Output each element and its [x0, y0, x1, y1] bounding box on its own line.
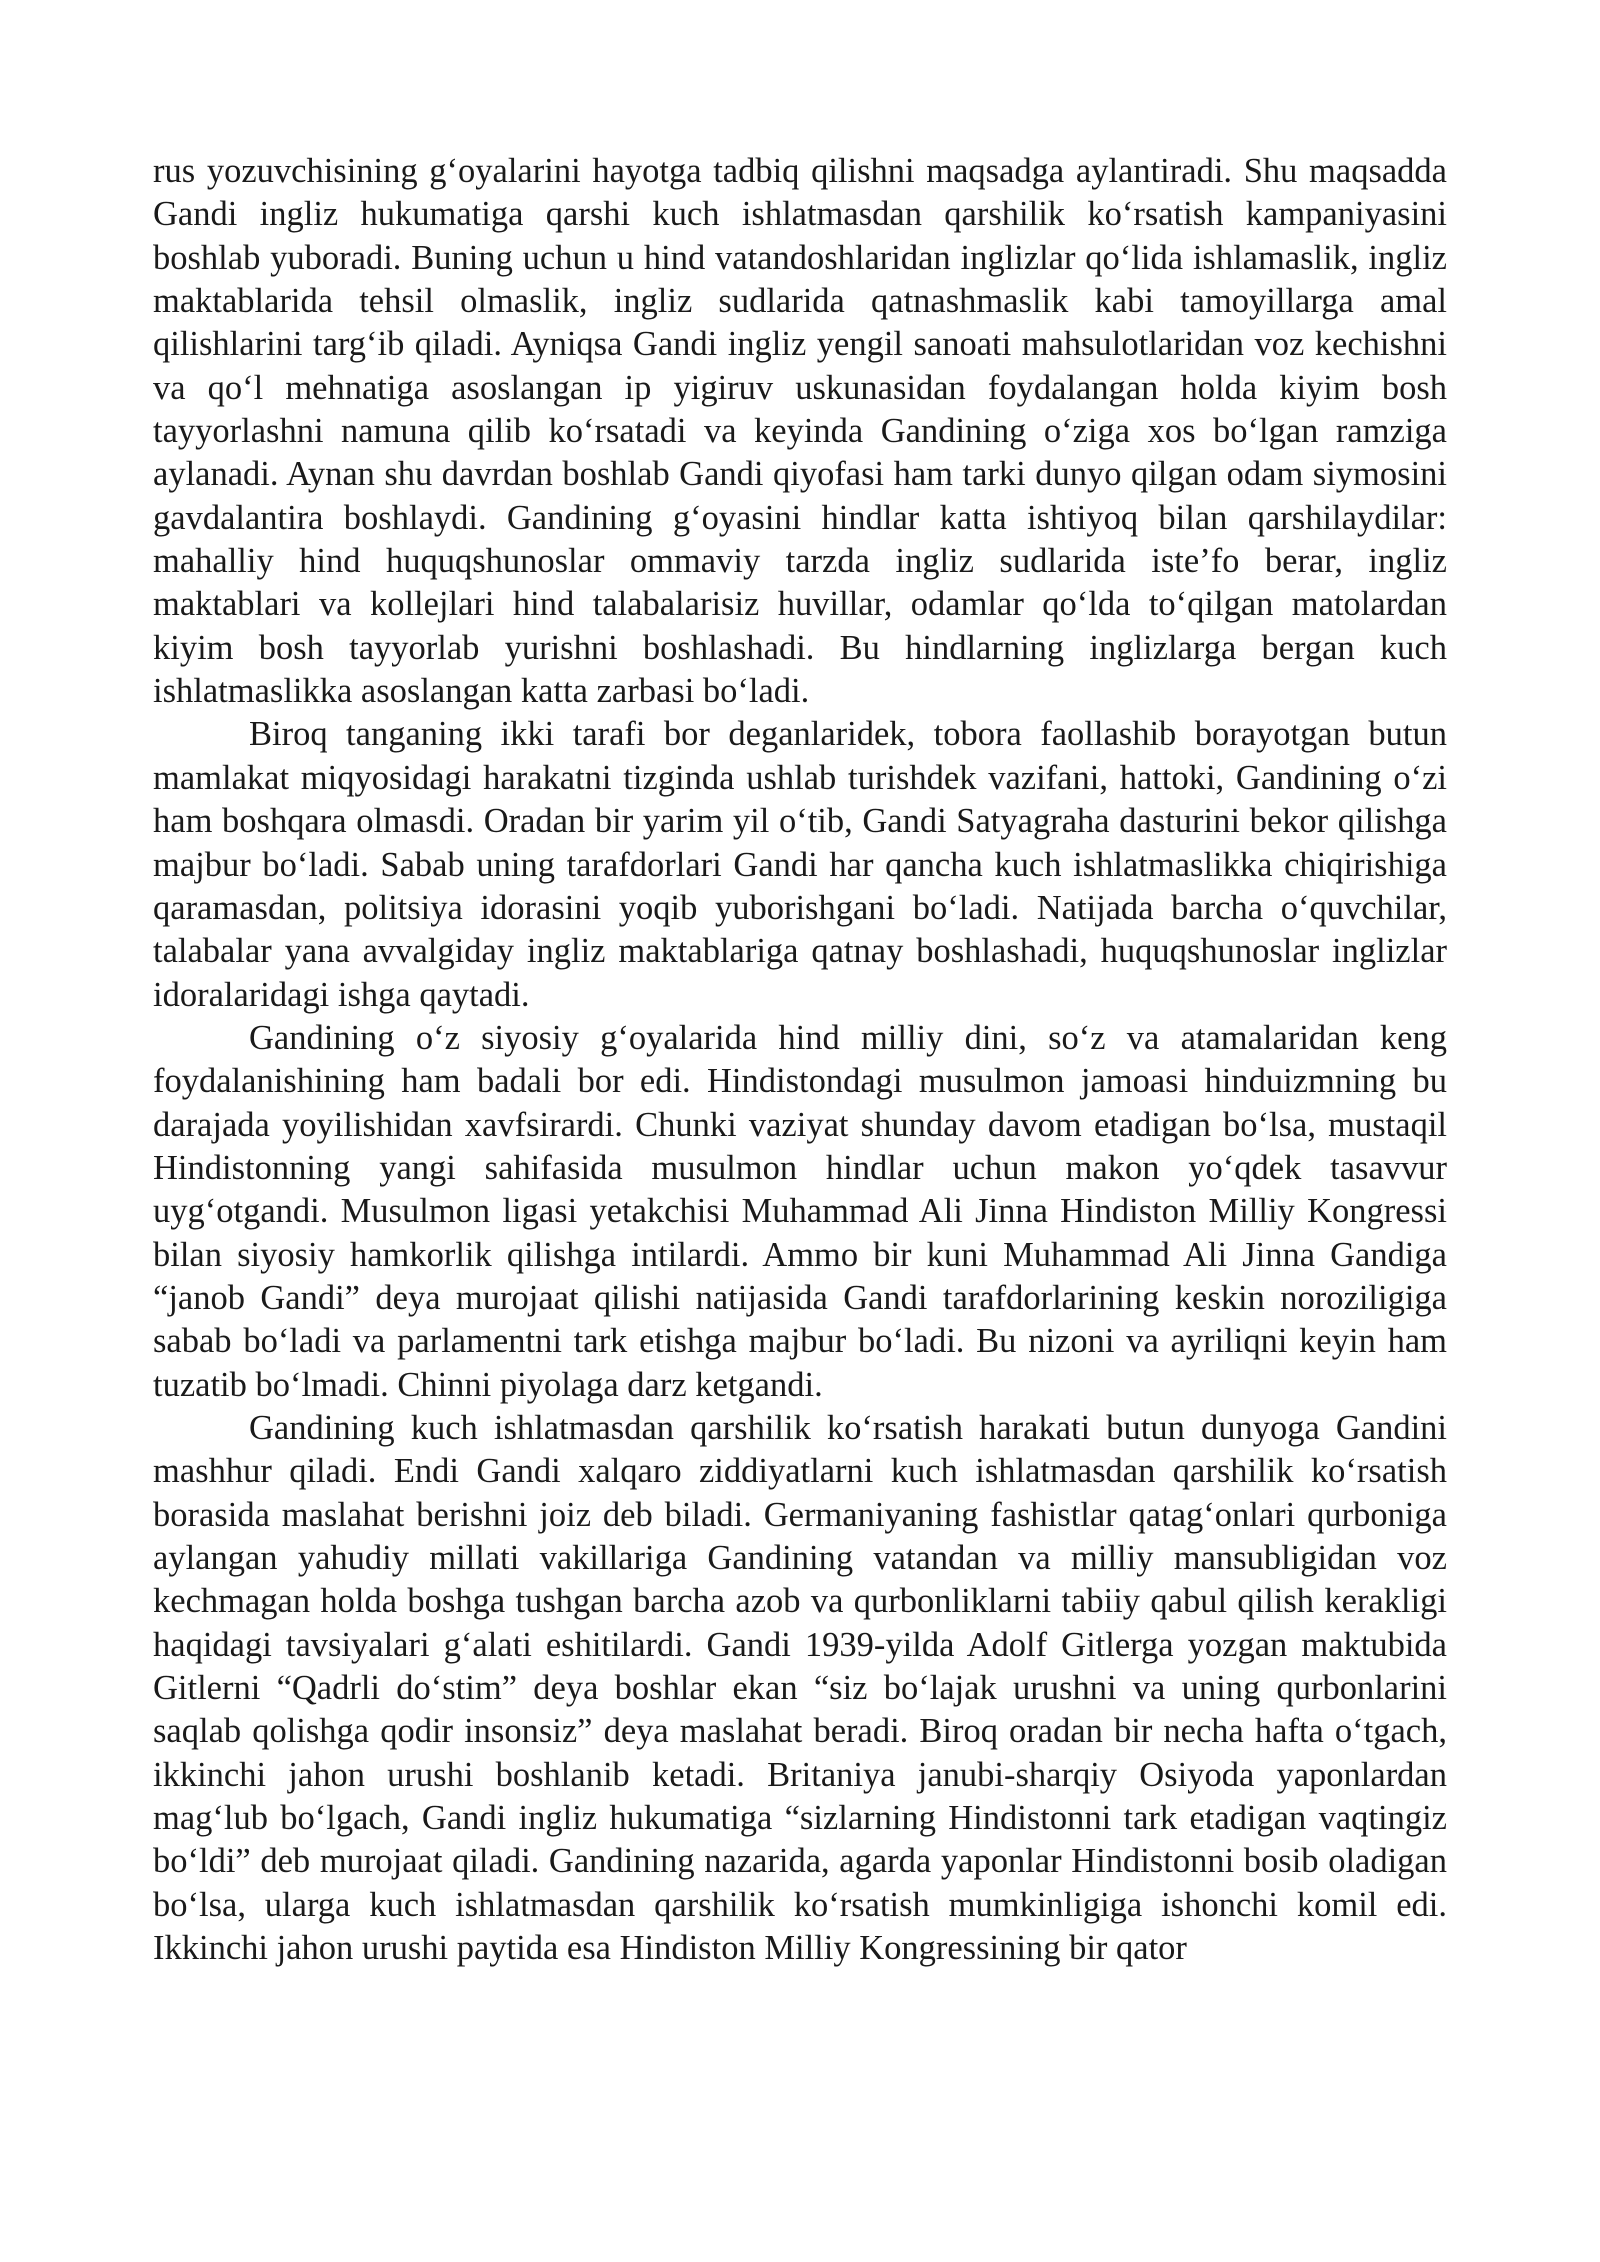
paragraph-satyagraha-cancel: Biroq tanganing ikki tarafi bor deganlaridek, tobora faollashib borayotgan butun mamlakat miqyosidagi harakatni tizginda ushlab turishdek vazifani, hattoki, Gandining o‘zi ham boshqara olmasdi. Oradan bir yarim yil o‘tib, Gandi Satyagraha dasturini bekor qilishga majbur bo‘ladi. Sabab uning tarafdorlari Gandi har qancha kuch ishlatmaslikka chiqirishiga qaramasdan, politsiya idorasini yoqib yuborishgani bo‘ladi. Natijada barcha o‘quvchilar, talabalar yana avvalgiday ingliz maktablariga qatnay boshlashadi, huquqshunoslar inglizlar idoralaridagi ishga qaytadi. — [153, 715, 1447, 1014]
paragraph-muslim-league: Gandining o‘z siyosiy g‘oyalarida hind milliy dini, so‘z va atamalaridan keng foydalanishining ham badali bor edi. Hindistondagi musulmon jamoasi hinduizmning bu darajada yoyilishidan xavfsirardi. Chunki vaziyat shunday davom etadigan bo‘lsa, mustaqil Hindistonning yangi sahifasida musulmon hindlar uchun makon yo‘qdek tasavvur uyg‘otgandi. Musulmon ligasi yetakchisi Muhammad Ali Jinna Hindiston Milliy Kongressi bilan siyosiy hamkorlik qilishga intilardi. Ammo bir kuni Muhammad Ali Jinna Gandiga “janob Gandi” deya murojaat qilishi natijasida Gandi tarafdorlarining keskin noroziligiga sabab bo‘ladi va parlamentni tark etishga majbur bo‘ladi. Bu nizoni va ayriliqni keyin ham tuzatib bo‘lmadi. Chinni piyolaga darz ketgandi. — [153, 1018, 1447, 1404]
paragraph-world-fame: Gandining kuch ishlatmasdan qarshilik ko‘rsatish harakati butun dunyoga Gandini mashhur qiladi. Endi Gandi xalqaro ziddiyatlarni kuch ishlatmasdan qarshilik ko‘rsatish borasida maslahat berishni joiz deb biladi. Germaniyaning fashistlar qatag‘onlari qurboniga aylangan yahudiy millati vakillariga Gandining vatandan va milliy mansubligidan voz kechmagan holda boshga tushgan barcha azob va qurbonliklarni tabiiy qabul qilish kerakligi haqidagi tavsiyalari g‘alati eshitilardi. Gandi 1939-yilda Adolf Gitlerga yozgan maktubida Gitlerni “Qadrli do‘stim” deya boshlar ekan “siz bo‘lajak urushni va uning qurbonlarini saqlab qolishga qodir insonsiz” deya maslahat beradi. Biroq oradan bir necha hafta o‘tgach, ikkinchi jahon urushi boshlanib ketadi. Britaniya janubi-sharqiy Osiyoda yaponlardan mag‘lub bo‘lgach, Gandi ingliz hukumatiga “sizlarning Hindistonni tark etadigan vaqtingiz bo‘ldi” deb murojaat qiladi. Gandining nazarida, agarda yaponlar Hindistonni bosib oladigan bo‘lsa, ularga kuch ishlatmasdan qarshilik ko‘rsatish mumkinligiga ishonchi komil edi. Ikkinchi jahon urushi paytida esa Hindiston Milliy Kongressining bir qator — [153, 1408, 1447, 1968]
document-page — [153, 150, 1447, 1970]
paragraph-continued: rus yozuvchisining g‘oyalarini hayotga tadbiq qilishni maqsadga aylantiradi. Shu maqsadda Gandi ingliz hukumatiga qarshi kuch ishlatmasdan qarshilik ko‘rsatish kampaniyasini boshlab yuboradi. Buning uchun u hind vatandoshlaridan inglizlar qo‘lida ishlamaslik, ingliz maktablarida tehsil olmaslik, ingliz sudlarida qatnashmaslik kabi tamoyillarga amal qilishlarini targ‘ib qiladi. Ayniqsa Gandi ingliz yengil sanoati mahsulotlaridan voz kechishni va qo‘l mehnatiga asoslangan ip yigiruv uskunasidan foydalangan holda kiyim bosh tayyorlashni namuna qilib ko‘rsatadi va keyinda Gandining o‘ziga xos bo‘lgan ramziga aylanadi. Aynan shu davrdan boshlab Gandi qiyofasi ham tarki dunyo qilgan odam siymosini gavdalantira boshlaydi. Gandining g‘oyasini hindlar katta ishtiyoq bilan qarshilaydilar: mahalliy hind huquqshunoslar ommaviy tarzda ingliz sudlarida iste’fo berar, ingliz maktablari va kollejlari hind talabalarisiz huvillar, odamlar qo‘lda to‘qilgan matolardan kiyim bosh tayyorlab yurishni boshlashadi. Bu hindlarning inglizlarga bergan kuch ishlatmaslikka asoslangan katta zarbasi bo‘ladi. — [153, 152, 1447, 711]
